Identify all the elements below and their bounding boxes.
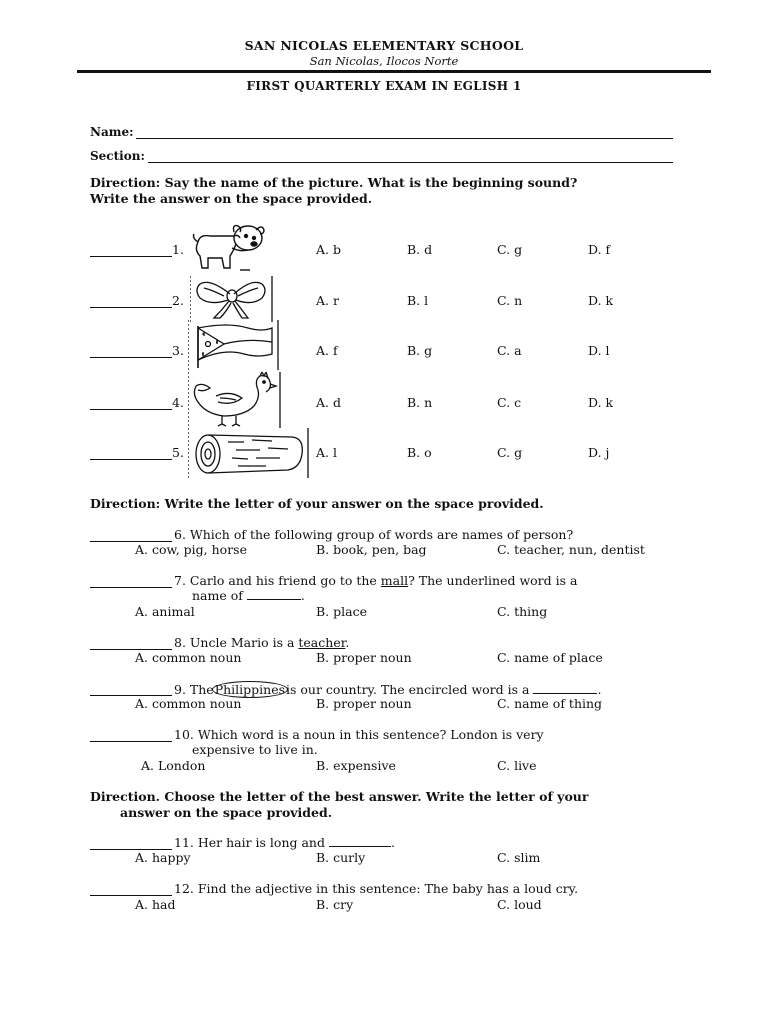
option-11a[interactable]: A. happy <box>135 850 191 865</box>
option-4b[interactable]: B. n <box>407 395 433 410</box>
question-9-period: . <box>597 682 602 697</box>
question-7-inline-blank <box>247 588 301 600</box>
question-10-line1: 10. Which word is a noun in this sentence? London is very <box>174 727 544 742</box>
question-8-period: . <box>345 635 350 650</box>
answer-blank-10[interactable] <box>90 741 172 742</box>
option-3d[interactable]: D. l <box>588 343 610 358</box>
question-10-line2: expensive to live in. <box>192 742 318 757</box>
log-picture <box>188 428 310 478</box>
question-7-period: . <box>300 588 305 603</box>
question-8-text: 8. Uncle Mario is a <box>174 635 299 650</box>
option-6a[interactable]: A. cow, pig, horse <box>135 542 247 557</box>
option-10c[interactable]: C. live <box>497 758 537 773</box>
underlined-word: teacher <box>298 635 346 650</box>
name-field[interactable] <box>136 138 673 139</box>
option-8a[interactable]: A. common noun <box>135 650 242 665</box>
question-6: 6. Which of the following group of words are names of person? <box>174 527 574 542</box>
option-12a[interactable]: A. had <box>135 897 176 912</box>
option-12b[interactable]: B. cry <box>316 897 354 912</box>
answer-blank-1[interactable] <box>90 256 172 257</box>
answer-blank-4[interactable] <box>90 409 172 410</box>
item-number-4: 4. <box>172 395 184 410</box>
option-1b[interactable]: B. d <box>407 242 433 257</box>
answer-blank-3[interactable] <box>90 357 172 358</box>
flag-picture <box>188 320 280 370</box>
option-5b[interactable]: B. o <box>407 445 432 460</box>
direction-1-line1: Direction: Say the name of the picture. What is the beginning sound? <box>90 175 578 190</box>
option-12c[interactable]: C. loud <box>497 897 542 912</box>
option-11c[interactable]: C. slim <box>497 850 541 865</box>
option-1c[interactable]: C. g <box>497 242 523 257</box>
answer-blank-12[interactable] <box>90 895 172 896</box>
item-number-1: 1. <box>172 242 184 257</box>
question-7 <box>174 573 577 588</box>
direction-3-line1: Direction. Choose the letter of the best answer. Write the letter of your <box>90 789 589 804</box>
answer-blank-7[interactable] <box>90 587 172 588</box>
question-11-inline-blank <box>329 835 391 847</box>
option-9c[interactable]: C. name of thing <box>497 696 603 711</box>
option-4c[interactable]: C. c <box>497 395 522 410</box>
option-5a[interactable]: A. l <box>316 445 337 460</box>
question-12: 12. Find the adjective in this sentence: The baby has a loud cry. <box>174 881 579 896</box>
option-10a[interactable]: A. London <box>141 758 206 773</box>
name-label: Name: <box>90 125 134 139</box>
option-3c[interactable]: C. a <box>497 343 522 358</box>
option-1a[interactable]: A. b <box>316 242 341 257</box>
question-11 <box>174 835 395 850</box>
option-1d[interactable]: D. f <box>588 242 611 257</box>
option-5d[interactable]: D. j <box>588 445 610 460</box>
option-9a[interactable]: A. common noun <box>135 696 242 711</box>
answer-blank-2[interactable] <box>90 307 172 308</box>
question-11-period: . <box>390 835 395 850</box>
option-2a[interactable]: A. r <box>316 293 339 308</box>
question-7-line2-text: name of <box>192 588 243 603</box>
option-4d[interactable]: D. k <box>588 395 614 410</box>
question-7-text-end: ? The underlined word is a <box>408 573 578 588</box>
option-5c[interactable]: C. g <box>497 445 523 460</box>
question-9-text-end: is our country. The encircled word is a <box>286 682 530 697</box>
section-field[interactable] <box>148 162 673 163</box>
answer-blank-5[interactable] <box>90 459 172 460</box>
option-3a[interactable]: A. f <box>316 343 338 358</box>
question-7-text: 7. Carlo and his friend go to the <box>174 573 381 588</box>
option-2d[interactable]: D. k <box>588 293 614 308</box>
section-label: Section: <box>90 149 145 163</box>
item-number-2: 2. <box>172 293 184 308</box>
dog-picture <box>188 222 270 274</box>
ribbon-picture <box>190 276 274 322</box>
option-7b[interactable]: B. place <box>316 604 367 619</box>
question-7-line2 <box>192 588 305 603</box>
option-7a[interactable]: A. animal <box>135 604 195 619</box>
school-address: San Nicolas, Ilocos Norte <box>309 54 459 68</box>
hen-picture <box>188 372 282 428</box>
option-6b[interactable]: B. book, pen, bag <box>316 542 427 557</box>
option-8c[interactable]: C. name of place <box>497 650 603 665</box>
header-divider <box>77 70 711 73</box>
option-2c[interactable]: C. n <box>497 293 523 308</box>
underlined-word: mall <box>380 573 409 588</box>
option-10b[interactable]: B. expensive <box>316 758 396 773</box>
direction-1-line2: Write the answer on the space provided. <box>90 191 373 206</box>
option-7c[interactable]: C. thing <box>497 604 548 619</box>
question-9-inline-blank <box>533 682 597 694</box>
exam-title: FIRST QUARTERLY EXAM IN EGLISH 1 <box>246 79 522 93</box>
option-8b[interactable]: B. proper noun <box>316 650 412 665</box>
school-name: SAN NICOLAS ELEMENTARY SCHOOL <box>244 38 524 53</box>
question-11-text: 11. Her hair is long and <box>174 835 325 850</box>
option-11b[interactable]: B. curly <box>316 850 366 865</box>
option-6c[interactable]: C. teacher, nun, dentist <box>497 542 645 557</box>
option-9b[interactable]: B. proper noun <box>316 696 412 711</box>
item-number-3: 3. <box>172 343 184 358</box>
option-2b[interactable]: B. l <box>407 293 429 308</box>
direction-3-line2: answer on the space provided. <box>120 805 333 820</box>
question-9-text: 9. The <box>174 682 214 697</box>
direction-2: Direction: Write the letter of your answer on the space provided. <box>90 496 544 511</box>
item-number-5: 5. <box>172 445 184 460</box>
question-8 <box>174 635 349 650</box>
encircled-word: Philippines <box>212 681 288 698</box>
option-3b[interactable]: B. g <box>407 343 433 358</box>
option-4a[interactable]: A. d <box>316 395 341 410</box>
